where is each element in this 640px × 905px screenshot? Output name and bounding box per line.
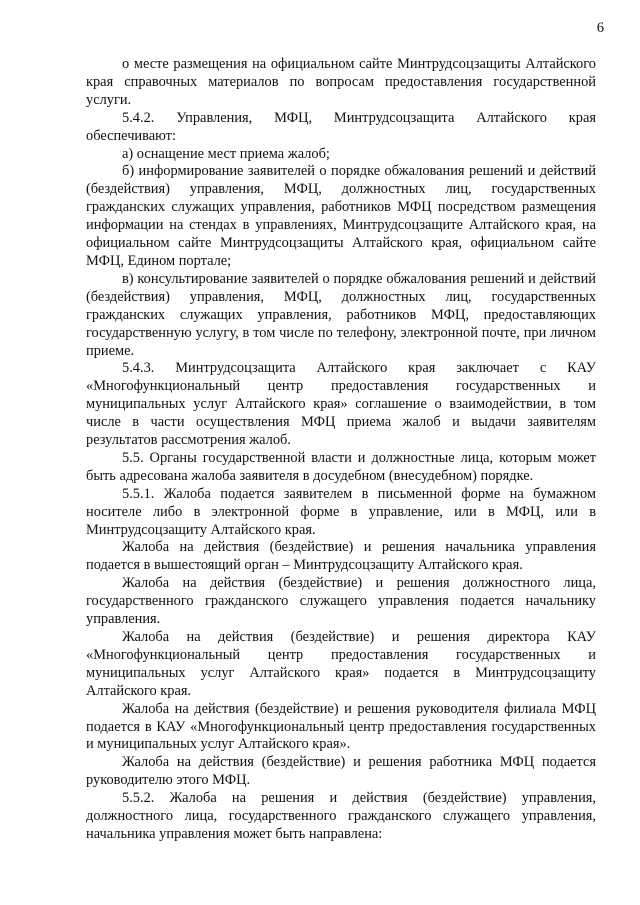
paragraph: Жалоба на действия (бездействие) и решения начальника управления подается в вышестоящий орган – Минтрудсоцзащиту Алтайского края. [86,539,596,574]
paragraph: б) информирование заявителей о порядке обжалования решений и действий (бездействия) управления, МФЦ, должностных лиц, государственных гражданских служащих управления, работников МФЦ посредством размещения информации на стендах в управлениях, Минтрудсоцзащите Алтайского края, на официальном сайте Минтрудсоцзащиты Алтайского края, официальном сайте МФЦ, Едином портале; [86,163,596,269]
paragraph: 5.5.2. Жалоба на решения и действия (бездействие) управления, должностного лица, государственного гражданского служащего управления, начальника управления может быть направлена: [86,790,596,842]
paragraph: 5.5. Органы государственной власти и должностные лица, которым может быть адресована жалоба заявителя в досудебном (внесудебном) порядке. [86,449,596,484]
paragraph: Жалоба на действия (бездействие) и решения руководителя филиала МФЦ подается в КАУ «Многофункциональный центр предоставления государственных и муниципальных услуг Алтайского края». [86,700,596,753]
paragraph: в) консультирование заявителей о порядке обжалования решений и действий (бездействия) управления, МФЦ, должностных лиц, государственных гражданских служащих управления, работников МФЦ, предоставляющих государственную услугу, в том числе по телефону, электронной почте, при личном приеме. [86,270,596,359]
paragraph: 5.4.2. Управления, МФЦ, Минтрудсоцзащита Алтайского края обеспечивают: [86,109,596,144]
paragraph: Жалоба на действия (бездействие) и решения директора КАУ «Многофункциональный центр предоставления государственных и муниципальных услуг Алтайского края» подается в Минтрудсоцзащиту Алтайского края. [86,629,596,699]
paragraph: Жалоба на действия (бездействие) и решения должностного лица, государственного гражданского служащего управления подается начальнику управления. [86,575,596,628]
paragraph: а) оснащение мест приема жалоб; [122,145,330,162]
paragraph: о месте размещения на официальном сайте Минтрудсоцзащиты Алтайского края справочных материалов по вопросам предоставления государственной услуги. [86,56,596,108]
paragraph: 5.5.1. Жалоба подается заявителем в письменной форме на бумажном носителе либо в электронной форме в управление, или в МФЦ, или в Минтрудсоцзащиту Алтайского края. [86,485,596,538]
paragraph: 5.4.3. Минтрудсоцзащита Алтайского края заключает с КАУ «Многофункциональный центр предоставления государственных и муниципальных услуг Алтайского края» соглашение о взаимодействии, в том числе в части осуществления МФЦ приема жалоб и выдачи заявителям результатов рассмотрения жалоб. [86,360,596,449]
document-body [86,56,596,844]
page-number: 6 [596,20,604,36]
paragraph: Жалоба на действия (бездействие) и решения работника МФЦ подается руководителю этого МФЦ. [86,754,596,789]
